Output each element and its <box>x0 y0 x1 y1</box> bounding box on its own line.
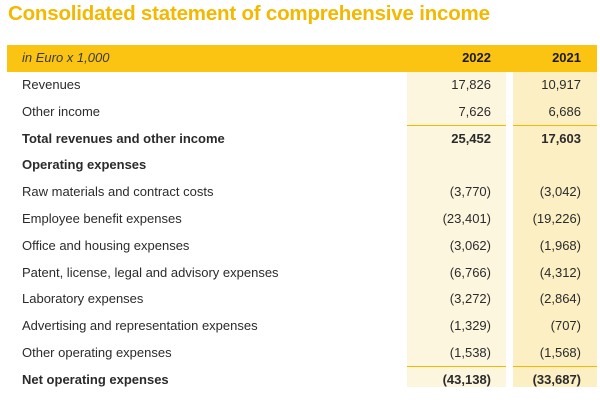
row-label: Advertising and representation expenses <box>22 318 258 334</box>
value-2022: (6,766) <box>449 264 491 280</box>
value-2021: (1,968) <box>539 237 581 253</box>
table-row <box>7 72 597 99</box>
total-rule-2022 <box>407 366 506 367</box>
row-label: Office and housing expenses <box>22 237 190 253</box>
row-label: Patent, license, legal and advisory expenses <box>22 264 279 280</box>
value-2021: (707) <box>550 318 581 334</box>
value-2021: 10,917 <box>541 77 581 92</box>
table-row <box>7 286 597 313</box>
value-2021: (19,226) <box>532 210 581 226</box>
total-row <box>7 126 597 153</box>
value-2022: (3,272) <box>449 291 491 307</box>
value-2022: (3,062) <box>449 237 491 253</box>
section-heading-row <box>7 152 597 179</box>
total-row <box>7 367 597 394</box>
table-row <box>7 99 597 126</box>
subtotal-rule-2021 <box>513 125 597 126</box>
value-2022: (1,538) <box>449 344 491 360</box>
value-2022: 7,626 <box>458 103 491 119</box>
table-row <box>7 179 597 206</box>
row-label: Other income <box>22 103 101 119</box>
table-header-row <box>7 45 597 72</box>
value-2021: (2,864) <box>539 291 581 307</box>
value-2021: (3,042) <box>539 184 581 200</box>
table-row <box>7 260 597 287</box>
section-heading: Operating expenses <box>22 157 147 173</box>
income-statement-table <box>7 45 597 394</box>
value-2021: 17,603 <box>541 130 581 146</box>
subtotal-rule-2022 <box>407 125 506 126</box>
table-row <box>7 313 597 340</box>
row-label: Net operating expenses <box>22 371 169 387</box>
value-2022: (3,770) <box>449 184 491 200</box>
total-rule-2021 <box>513 366 597 367</box>
value-2021: (1,568) <box>539 344 581 360</box>
table-row <box>7 340 597 367</box>
value-2021: 6,686 <box>548 103 581 119</box>
page-title: Consolidated statement of comprehensive income <box>8 2 490 25</box>
table-row <box>7 206 597 233</box>
row-label: Total revenues and other income <box>22 130 225 146</box>
unit-label: in Euro x 1,000 <box>22 50 110 65</box>
value-2022: (43,138) <box>442 371 491 387</box>
value-2022: (23,401) <box>442 210 491 226</box>
column-header-2022: 2022 <box>462 50 491 65</box>
value-2021: (33,687) <box>532 371 581 387</box>
value-2022: 17,826 <box>451 77 491 92</box>
value-2022: 25,452 <box>451 130 491 146</box>
value-2022: (1,329) <box>449 318 491 334</box>
column-header-2021: 2021 <box>552 50 581 65</box>
value-2021: (4,312) <box>539 264 581 280</box>
row-label: Employee benefit expenses <box>22 210 182 226</box>
row-label: Other operating expenses <box>22 344 172 360</box>
row-label: Laboratory expenses <box>22 291 144 307</box>
row-label: Raw materials and contract costs <box>22 184 214 200</box>
table-row <box>7 233 597 260</box>
row-label: Revenues <box>22 77 81 92</box>
